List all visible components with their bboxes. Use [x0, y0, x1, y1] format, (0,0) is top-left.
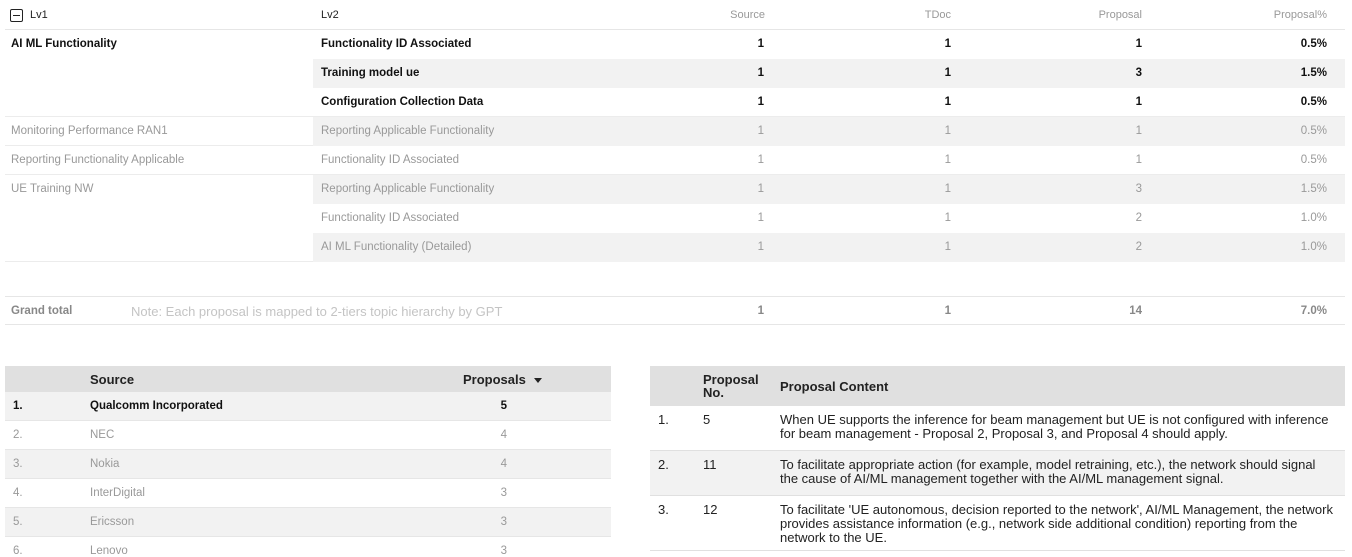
proposal-pct-cell: 1.0%: [1300, 241, 1327, 253]
pivot-row: [5, 146, 1345, 175]
proposal-cell: 2: [1135, 241, 1142, 253]
pivot-row: [5, 117, 1345, 146]
lv1-cell: [5, 233, 313, 262]
collapse-toggle-icon[interactable]: [10, 9, 23, 22]
proposal-count: 5: [500, 400, 507, 412]
proposal-count: 3: [500, 487, 507, 499]
sort-desc-icon[interactable]: [534, 378, 542, 383]
tdoc-cell: 1: [944, 212, 951, 224]
tdoc-cell: 1: [944, 125, 951, 137]
proposal-pct-cell: 0.5%: [1300, 125, 1327, 137]
proposal-count: 3: [500, 545, 507, 557]
table-row[interactable]: [5, 537, 611, 557]
row-index: 4.: [13, 487, 23, 499]
source-cell: 1: [757, 154, 764, 166]
proposal-table-header: [650, 366, 1345, 406]
grand-total-pct: 7.0%: [1300, 305, 1327, 317]
header-lv2[interactable]: Lv2: [321, 9, 339, 21]
source-rows: [5, 392, 611, 557]
proposal-no: 5: [703, 412, 711, 427]
proposal-text: To facilitate appropriate action (for example, model retraining, etc.), the network should signal the cause of AI/ML management together with the AI/ML management signal.: [780, 457, 1316, 486]
table-row[interactable]: [650, 451, 1345, 496]
source-name: InterDigital: [90, 487, 145, 499]
header-tdoc[interactable]: TDoc: [924, 9, 951, 21]
row-index: 5.: [13, 516, 23, 528]
tdoc-cell: 1: [944, 241, 951, 253]
lv1-cell: [5, 88, 313, 117]
header-source[interactable]: Source: [730, 9, 765, 21]
source-name: NEC: [90, 429, 115, 441]
table-row[interactable]: [5, 450, 611, 479]
proposal-pct-cell: 0.5%: [1300, 38, 1327, 50]
proposal-cell: 1: [1135, 38, 1142, 50]
lv2-cell: Configuration Collection Data: [321, 96, 484, 108]
source-cell: 1: [757, 125, 764, 137]
header-lv1[interactable]: Lv1: [30, 9, 48, 21]
proposal-pct-cell: 1.5%: [1300, 183, 1327, 195]
pivot-header: [5, 0, 1345, 30]
grand-total-row: [5, 296, 1345, 325]
header-proposals-label: Proposals: [463, 372, 526, 387]
proposal-count: 3: [500, 516, 507, 528]
header-proposal[interactable]: Proposal: [1098, 9, 1142, 21]
row-index: 3.: [13, 458, 23, 470]
table-row[interactable]: [5, 421, 611, 450]
row-index: 3.: [658, 502, 669, 517]
proposal-count: 4: [500, 429, 507, 441]
proposal-text: When UE supports the inference for beam management but UE is not configured with inference for beam management - Proposal 2, Proposal 3, and Proposal 4 should apply.: [780, 412, 1329, 441]
proposal-cell: 3: [1135, 183, 1142, 195]
lv1-cell: Monitoring Performance RAN1: [11, 125, 168, 137]
proposal-no: 12: [703, 502, 718, 517]
proposal-pct-cell: 0.5%: [1300, 154, 1327, 166]
pivot-row: [5, 175, 1345, 204]
proposal-cell: 1: [1135, 96, 1142, 108]
proposal-no: 11: [703, 457, 717, 472]
proposal-pct-cell: 0.5%: [1300, 96, 1327, 108]
grand-total-source: 1: [757, 305, 764, 317]
source-cell: 1: [757, 212, 764, 224]
lv2-cell: Reporting Applicable Functionality: [313, 175, 1345, 204]
source-cell: 1: [757, 241, 764, 253]
source-name: Lenovo: [90, 545, 128, 557]
source-name: Ericsson: [90, 516, 135, 528]
lv2-cell: Training model ue: [313, 59, 1345, 88]
row-index: 2.: [658, 457, 669, 472]
source-cell: 1: [757, 38, 764, 50]
source-cell: 1: [757, 183, 764, 195]
row-index: 6.: [13, 545, 23, 557]
proposal-cell: 2: [1135, 212, 1142, 224]
header-proposal-pct[interactable]: Proposal%: [1273, 9, 1327, 21]
row-index: 2.: [13, 429, 23, 441]
grand-total-proposal: 14: [1129, 305, 1142, 317]
source-cell: 1: [757, 67, 764, 79]
header-proposal-content[interactable]: Proposal Content: [780, 379, 889, 394]
grand-total-label: Grand total: [11, 305, 73, 317]
table-row[interactable]: [650, 406, 1345, 451]
lv1-cell: [5, 59, 313, 88]
lv1-cell: AI ML Functionality: [11, 38, 117, 50]
header-source[interactable]: Source: [90, 372, 135, 387]
row-index: 1.: [13, 400, 23, 412]
lv1-cell: Reporting Functionality Applicable: [11, 154, 185, 166]
tdoc-cell: 1: [944, 96, 951, 108]
lv2-cell: Functionality ID Associated: [321, 212, 460, 224]
pivot-row: [5, 59, 1345, 88]
grand-total-tdoc: 1: [944, 305, 951, 317]
proposal-content-table: [650, 366, 1345, 551]
table-row[interactable]: [5, 479, 611, 508]
table-row[interactable]: [5, 508, 611, 537]
source-name: Qualcomm Incorporated: [90, 400, 223, 412]
lv1-cell: UE Training NW: [11, 183, 94, 195]
row-index: 1.: [658, 412, 669, 427]
lv1-cell: [5, 204, 313, 233]
pivot-table: [5, 0, 1345, 319]
lv2-cell: AI ML Functionality (Detailed): [313, 233, 1345, 262]
proposal-pct-cell: 1.5%: [1300, 67, 1327, 79]
source-table-header: [5, 366, 611, 392]
lv2-cell: Functionality ID Associated: [321, 154, 460, 166]
table-row[interactable]: [5, 392, 611, 421]
pivot-row: [5, 204, 1345, 233]
proposal-text: To facilitate 'UE autonomous, decision reported to the network', AI/ML Management, the network provides assistance information (e.g., network side additional condition) reporting from the network to the UE.: [780, 502, 1333, 545]
tdoc-cell: 1: [944, 67, 951, 79]
tdoc-cell: 1: [944, 154, 951, 166]
source-table: [5, 366, 611, 557]
tdoc-cell: 1: [944, 38, 951, 50]
source-cell: 1: [757, 96, 764, 108]
proposal-count: 4: [500, 458, 507, 470]
pivot-row: [5, 30, 1345, 59]
proposal-cell: 1: [1135, 154, 1142, 166]
table-row[interactable]: [650, 496, 1345, 551]
pivot-row: [5, 88, 1345, 117]
lv2-cell: Reporting Applicable Functionality: [313, 117, 1345, 146]
pivot-row: [5, 233, 1345, 262]
tdoc-cell: 1: [944, 183, 951, 195]
proposal-cell: 3: [1135, 67, 1142, 79]
lv2-cell: Functionality ID Associated: [321, 38, 472, 50]
source-name: Nokia: [90, 458, 120, 470]
mapping-note: Note: Each proposal is mapped to 2-tiers topic hierarchy by GPT: [131, 304, 503, 319]
proposal-cell: 1: [1135, 125, 1142, 137]
header-proposals[interactable]: [463, 372, 542, 387]
header-proposal-no[interactable]: Proposal No.: [703, 372, 759, 400]
proposal-pct-cell: 1.0%: [1300, 212, 1327, 224]
